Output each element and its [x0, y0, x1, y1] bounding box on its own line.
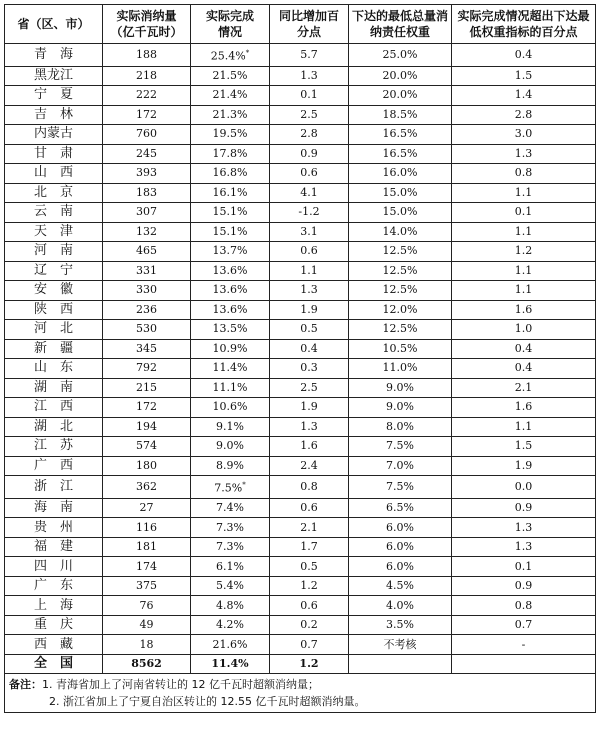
cell-min-weight: 4.0%: [349, 596, 452, 616]
header-min-weight: 下达的最低总量消纳责任权重: [349, 5, 452, 44]
cell-yoy-increase: 0.1: [270, 86, 349, 106]
cell-min-weight: 6.0%: [349, 537, 452, 557]
cell-exceed-points: 0.4: [452, 339, 596, 359]
cell-completion: 25.4%*: [191, 44, 270, 67]
cell-consumption: 307: [103, 203, 191, 223]
cell-province: 西 藏: [5, 635, 103, 655]
total-consumption: 8562: [103, 654, 191, 674]
total-yoy-increase: 1.2: [270, 654, 349, 674]
cell-min-weight: 7.5%: [349, 437, 452, 457]
cell-yoy-increase: 1.1: [270, 261, 349, 281]
cell-province: 陕 西: [5, 300, 103, 320]
cell-exceed-points: 2.8: [452, 105, 596, 125]
cell-exceed-points: 0.4: [452, 359, 596, 379]
cell-yoy-increase: 4.1: [270, 183, 349, 203]
table-row: [5, 203, 596, 223]
cell-min-weight: 12.5%: [349, 281, 452, 301]
table-row: [5, 518, 596, 538]
cell-yoy-increase: 0.3: [270, 359, 349, 379]
cell-consumption: 330: [103, 281, 191, 301]
note-line-1: 1. 青海省加上了河南省转让的 12 亿千瓦时超额消纳量；: [42, 678, 319, 692]
cell-completion: 7.5%*: [191, 476, 270, 499]
cell-province: 甘 肃: [5, 144, 103, 164]
cell-exceed-points: 1.6: [452, 300, 596, 320]
cell-min-weight: 7.0%: [349, 456, 452, 476]
cell-exceed-points: 0.4: [452, 44, 596, 67]
cell-exceed-points: 1.1: [452, 417, 596, 437]
cell-yoy-increase: 1.6: [270, 437, 349, 457]
cell-exceed-points: 1.5: [452, 66, 596, 86]
cell-province: 山 东: [5, 359, 103, 379]
cell-consumption: 245: [103, 144, 191, 164]
cell-province: 湖 北: [5, 417, 103, 437]
cell-exceed-points: 0.8: [452, 164, 596, 184]
cell-consumption: 49: [103, 615, 191, 635]
cell-exceed-points: 0.9: [452, 498, 596, 518]
cell-completion: 13.6%: [191, 261, 270, 281]
table-row: [5, 456, 596, 476]
cell-completion: 15.1%: [191, 203, 270, 223]
cell-province: 湖 南: [5, 378, 103, 398]
table-row: [5, 359, 596, 379]
cell-min-weight: 7.5%: [349, 476, 452, 499]
total-completion: 11.4%: [191, 654, 270, 674]
cell-completion: 9.1%: [191, 417, 270, 437]
cell-consumption: 116: [103, 518, 191, 538]
cell-province: 云 南: [5, 203, 103, 223]
cell-exceed-points: 1.9: [452, 456, 596, 476]
table-row: [5, 242, 596, 262]
cell-province: 吉 林: [5, 105, 103, 125]
cell-yoy-increase: 0.5: [270, 557, 349, 577]
cell-consumption: 194: [103, 417, 191, 437]
cell-min-weight: 10.5%: [349, 339, 452, 359]
cell-completion: 16.1%: [191, 183, 270, 203]
cell-consumption: 215: [103, 378, 191, 398]
table-row: [5, 576, 596, 596]
cell-province: 新 疆: [5, 339, 103, 359]
cell-min-weight: 15.0%: [349, 203, 452, 223]
footnote-marker: *: [242, 481, 246, 490]
cell-yoy-increase: 0.6: [270, 242, 349, 262]
cell-exceed-points: 1.1: [452, 261, 596, 281]
table-row: [5, 635, 596, 655]
cell-exceed-points: 1.3: [452, 518, 596, 538]
cell-province: 上 海: [5, 596, 103, 616]
header-actual-completion: 实际完成情况: [191, 5, 270, 44]
cell-exceed-points: 1.3: [452, 144, 596, 164]
table-row: [5, 144, 596, 164]
cell-consumption: 465: [103, 242, 191, 262]
cell-consumption: 174: [103, 557, 191, 577]
cell-province: 天 津: [5, 222, 103, 242]
cell-consumption: 27: [103, 498, 191, 518]
table-row: [5, 476, 596, 499]
cell-exceed-points: 3.0: [452, 125, 596, 145]
cell-province: 广 东: [5, 576, 103, 596]
cell-min-weight: 16.5%: [349, 125, 452, 145]
cell-consumption: 218: [103, 66, 191, 86]
cell-consumption: 760: [103, 125, 191, 145]
cell-province: 宁 夏: [5, 86, 103, 106]
cell-yoy-increase: 2.5: [270, 378, 349, 398]
cell-exceed-points: 0.0: [452, 476, 596, 499]
cell-exceed-points: 1.1: [452, 183, 596, 203]
cell-exceed-points: 1.6: [452, 398, 596, 418]
cell-min-weight: 9.0%: [349, 378, 452, 398]
cell-min-weight: 20.0%: [349, 66, 452, 86]
cell-completion: 4.8%: [191, 596, 270, 616]
table-row: [5, 164, 596, 184]
cell-min-weight: 12.5%: [349, 242, 452, 262]
cell-min-weight: 12.5%: [349, 261, 452, 281]
cell-yoy-increase: 3.1: [270, 222, 349, 242]
cell-yoy-increase: 1.3: [270, 281, 349, 301]
cell-completion: 7.3%: [191, 537, 270, 557]
cell-province: 江 西: [5, 398, 103, 418]
total-min-weight: [349, 654, 452, 674]
cell-province: 广 西: [5, 456, 103, 476]
note-label: 备注：: [9, 678, 42, 692]
cell-yoy-increase: 1.2: [270, 576, 349, 596]
cell-province: 福 建: [5, 537, 103, 557]
cell-completion: 10.6%: [191, 398, 270, 418]
cell-completion: 13.7%: [191, 242, 270, 262]
cell-completion: 13.6%: [191, 281, 270, 301]
cell-consumption: 331: [103, 261, 191, 281]
table-note-row: [5, 674, 596, 713]
note-line-2: 2. 浙江省加上了宁夏自治区转让的 12.55 亿千瓦时超额消纳量。: [49, 695, 366, 709]
cell-completion: 15.1%: [191, 222, 270, 242]
cell-completion: 8.9%: [191, 456, 270, 476]
consumption-table: [4, 4, 596, 713]
cell-province: 四 川: [5, 557, 103, 577]
cell-completion: 9.0%: [191, 437, 270, 457]
cell-yoy-increase: 1.3: [270, 417, 349, 437]
cell-province: 贵 州: [5, 518, 103, 538]
header-actual-consumption: 实际消纳量（亿千瓦时）: [103, 5, 191, 44]
cell-min-weight: 4.5%: [349, 576, 452, 596]
cell-exceed-points: 1.1: [452, 281, 596, 301]
cell-consumption: 76: [103, 596, 191, 616]
cell-yoy-increase: 0.4: [270, 339, 349, 359]
cell-completion: 11.4%: [191, 359, 270, 379]
cell-consumption: 222: [103, 86, 191, 106]
cell-province: 河 北: [5, 320, 103, 340]
note-cell: [5, 674, 596, 713]
cell-yoy-increase: 0.6: [270, 596, 349, 616]
cell-min-weight: 6.0%: [349, 557, 452, 577]
cell-exceed-points: 0.7: [452, 615, 596, 635]
table-row: [5, 557, 596, 577]
total-exceed-points: [452, 654, 596, 674]
cell-min-weight: 8.0%: [349, 417, 452, 437]
cell-yoy-increase: 0.5: [270, 320, 349, 340]
cell-province: 重 庆: [5, 615, 103, 635]
cell-exceed-points: 0.1: [452, 557, 596, 577]
cell-min-weight: 12.0%: [349, 300, 452, 320]
cell-completion: 7.3%: [191, 518, 270, 538]
cell-province: 江 苏: [5, 437, 103, 457]
cell-yoy-increase: 0.7: [270, 635, 349, 655]
cell-completion: 13.5%: [191, 320, 270, 340]
cell-min-weight: 25.0%: [349, 44, 452, 67]
cell-province: 山 西: [5, 164, 103, 184]
cell-yoy-increase: 2.1: [270, 518, 349, 538]
cell-yoy-increase: 1.9: [270, 398, 349, 418]
header-yoy-increase: 同比增加百分点: [270, 5, 349, 44]
cell-province: 辽 宁: [5, 261, 103, 281]
cell-province: 北 京: [5, 183, 103, 203]
cell-completion: 7.4%: [191, 498, 270, 518]
cell-completion: 10.9%: [191, 339, 270, 359]
cell-exceed-points: 1.5: [452, 437, 596, 457]
cell-yoy-increase: 1.3: [270, 66, 349, 86]
cell-exceed-points: 1.4: [452, 86, 596, 106]
cell-completion: 6.1%: [191, 557, 270, 577]
table-row: [5, 615, 596, 635]
cell-consumption: 574: [103, 437, 191, 457]
table-row: [5, 183, 596, 203]
cell-completion: 17.8%: [191, 144, 270, 164]
cell-yoy-increase: 0.2: [270, 615, 349, 635]
cell-min-weight: 20.0%: [349, 86, 452, 106]
cell-yoy-increase: 1.7: [270, 537, 349, 557]
table-row: [5, 398, 596, 418]
cell-yoy-increase: 0.8: [270, 476, 349, 499]
cell-exceed-points: 1.3: [452, 537, 596, 557]
cell-consumption: 345: [103, 339, 191, 359]
cell-consumption: 18: [103, 635, 191, 655]
cell-exceed-points: 1.1: [452, 222, 596, 242]
cell-min-weight: 6.0%: [349, 518, 452, 538]
cell-yoy-increase: 2.4: [270, 456, 349, 476]
cell-completion: 21.4%: [191, 86, 270, 106]
table-row: [5, 596, 596, 616]
cell-consumption: 236: [103, 300, 191, 320]
table-row: [5, 378, 596, 398]
cell-consumption: 375: [103, 576, 191, 596]
table-body: [5, 44, 596, 713]
cell-province: 河 南: [5, 242, 103, 262]
cell-min-weight: 16.5%: [349, 144, 452, 164]
table-row: [5, 300, 596, 320]
table-row: [5, 339, 596, 359]
cell-completion: 21.6%: [191, 635, 270, 655]
table-total-row: [5, 654, 596, 674]
cell-exceed-points: 0.9: [452, 576, 596, 596]
cell-yoy-increase: 0.6: [270, 498, 349, 518]
cell-yoy-increase: 0.6: [270, 164, 349, 184]
cell-min-weight: 15.0%: [349, 183, 452, 203]
cell-province: 内蒙古: [5, 125, 103, 145]
cell-completion: 16.8%: [191, 164, 270, 184]
cell-min-weight: 11.0%: [349, 359, 452, 379]
table-row: [5, 417, 596, 437]
table-header-row: [5, 5, 596, 44]
cell-exceed-points: -: [452, 635, 596, 655]
table-row: [5, 498, 596, 518]
table-row: [5, 261, 596, 281]
cell-exceed-points: 0.1: [452, 203, 596, 223]
cell-consumption: 792: [103, 359, 191, 379]
cell-yoy-increase: 0.9: [270, 144, 349, 164]
table-row: [5, 537, 596, 557]
cell-consumption: 172: [103, 105, 191, 125]
cell-yoy-increase: -1.2: [270, 203, 349, 223]
cell-min-weight: 12.5%: [349, 320, 452, 340]
table-row: [5, 105, 596, 125]
cell-completion: 13.6%: [191, 300, 270, 320]
table-row: [5, 222, 596, 242]
cell-province: 安 徽: [5, 281, 103, 301]
cell-province: 浙 江: [5, 476, 103, 499]
cell-consumption: 132: [103, 222, 191, 242]
cell-province: 青 海: [5, 44, 103, 67]
cell-consumption: 530: [103, 320, 191, 340]
cell-completion: 21.3%: [191, 105, 270, 125]
cell-min-weight: 16.0%: [349, 164, 452, 184]
cell-exceed-points: 1.0: [452, 320, 596, 340]
header-province: 省（区、市）: [5, 5, 103, 44]
cell-yoy-increase: 2.5: [270, 105, 349, 125]
cell-completion: 4.2%: [191, 615, 270, 635]
cell-consumption: 183: [103, 183, 191, 203]
cell-exceed-points: 2.1: [452, 378, 596, 398]
cell-consumption: 393: [103, 164, 191, 184]
cell-min-weight: 6.5%: [349, 498, 452, 518]
table-row: [5, 44, 596, 67]
table-row: [5, 320, 596, 340]
footnote-marker: *: [245, 49, 250, 57]
cell-exceed-points: 1.2: [452, 242, 596, 262]
consumption-table-container: [4, 4, 595, 713]
table-row: [5, 437, 596, 457]
table-row: [5, 66, 596, 86]
cell-province: 黑龙江: [5, 66, 103, 86]
cell-consumption: 188: [103, 44, 191, 67]
cell-province: 海 南: [5, 498, 103, 518]
cell-min-weight: 14.0%: [349, 222, 452, 242]
cell-min-weight: 9.0%: [349, 398, 452, 418]
cell-consumption: 362: [103, 476, 191, 499]
cell-completion: 19.5%: [191, 125, 270, 145]
cell-min-weight: 18.5%: [349, 105, 452, 125]
table-row: [5, 86, 596, 106]
cell-min-weight: 3.5%: [349, 615, 452, 635]
cell-consumption: 172: [103, 398, 191, 418]
table-row: [5, 125, 596, 145]
table-row: [5, 281, 596, 301]
cell-exceed-points: 0.8: [452, 596, 596, 616]
cell-consumption: 181: [103, 537, 191, 557]
header-exceed-points: 实际完成情况超出下达最低权重指标的百分点: [452, 5, 596, 44]
cell-completion: 11.1%: [191, 378, 270, 398]
cell-consumption: 180: [103, 456, 191, 476]
cell-completion: 5.4%: [191, 576, 270, 596]
cell-yoy-increase: 5.7: [270, 44, 349, 67]
cell-yoy-increase: 2.8: [270, 125, 349, 145]
cell-yoy-increase: 1.9: [270, 300, 349, 320]
total-province: 全 国: [5, 654, 103, 674]
cell-min-weight: 不考核: [349, 635, 452, 655]
cell-completion: 21.5%: [191, 66, 270, 86]
